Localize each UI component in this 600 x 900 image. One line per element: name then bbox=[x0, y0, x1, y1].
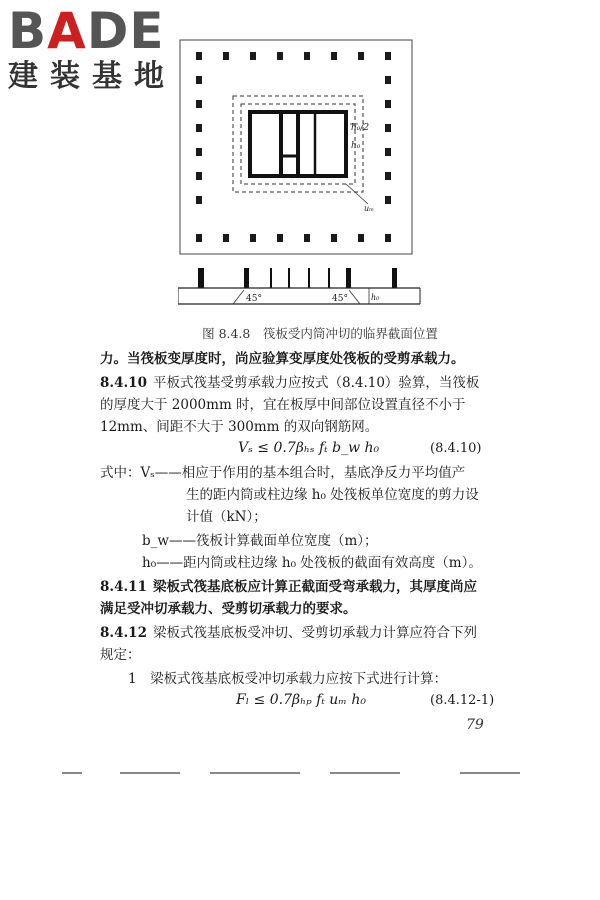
label-um: uₘ bbox=[364, 204, 375, 213]
equation-8-4-12-1: Fₗ ≤ 0.7βₕₚ fₜ uₘ h₀ bbox=[236, 692, 366, 708]
body-line: 12mm、间距不大于 300mm 的双向钢筋网。 bbox=[100, 419, 379, 435]
where-line: 式中：Vₛ——相应于作用的基本组合时，基底净反力平均值产 bbox=[100, 465, 466, 481]
angle-right: 45° bbox=[332, 294, 348, 304]
page-number: 79 bbox=[466, 717, 484, 733]
figure-8-4-8 bbox=[178, 38, 428, 330]
body-line: 的厚度大于 2000mm 时，宜在板厚中间部位设置直径不小于 bbox=[100, 397, 466, 413]
logo-subtitle: 建装基地 bbox=[8, 59, 176, 94]
section-view bbox=[178, 268, 420, 304]
where-line: 计值（kN）； bbox=[186, 509, 267, 525]
scan-artifact bbox=[460, 772, 520, 774]
figure-caption: 图 8.4.8 筏板受内筒冲切的临界截面位置 bbox=[202, 326, 438, 341]
equation-number: (8.4.10) bbox=[430, 441, 482, 456]
list-item-1: 1 梁板式筏基底板受冲切承载力应按下式进行计算： bbox=[128, 671, 448, 687]
where-line: 生的距内筒或柱边缘 h₀ 处筏板单位宽度的剪力设 bbox=[186, 487, 479, 503]
label-h0: h₀ bbox=[351, 141, 361, 151]
section-number: 8.4.10 bbox=[100, 375, 147, 391]
label-h0-section: h₀ bbox=[371, 293, 380, 302]
equation-8-4-10: Vₛ ≤ 0.7βₕₛ fₜ b_w h₀ bbox=[238, 440, 380, 456]
equation-number: (8.4.12-1) bbox=[430, 693, 495, 708]
inner-core-tube bbox=[250, 112, 346, 176]
where-line: b_w——筏板计算截面单位宽度（m）； bbox=[142, 533, 378, 549]
scan-artifact bbox=[62, 772, 82, 774]
scan-artifact bbox=[330, 772, 400, 774]
publisher-logo bbox=[8, 4, 178, 94]
body-line: 规定： bbox=[100, 647, 141, 663]
body-line: 满足受冲切承载力、受剪切承载力的要求。 bbox=[100, 601, 357, 617]
section-number: 8.4.11 bbox=[100, 579, 147, 595]
scan-artifact bbox=[120, 772, 180, 774]
section-8-4-10: 8.4.10 平板式筏基受剪承载力应按式（8.4.10）验算，当筏板 bbox=[100, 375, 480, 391]
column-grid bbox=[196, 52, 391, 242]
section-8-4-12: 8.4.12 梁板式筏基底板受冲切、受剪切承载力计算应符合下列 bbox=[100, 625, 477, 641]
label-h0-half: h₀/2 bbox=[351, 123, 370, 133]
scan-artifact bbox=[210, 772, 300, 774]
angle-left: 45° bbox=[246, 294, 262, 304]
where-line: h₀——距内筒或柱边缘 h₀ 处筏板的截面有效高度（m）。 bbox=[142, 555, 482, 571]
logo-wordmark: BADE bbox=[8, 2, 165, 60]
body-line-1: 力。当筏板变厚度时，尚应验算变厚度处筏板的受剪承载力。 bbox=[100, 351, 465, 367]
section-8-4-11: 8.4.11 梁板式筏基底板应计算正截面受弯承载力，其厚度尚应 bbox=[100, 579, 477, 595]
section-number: 8.4.12 bbox=[100, 625, 147, 641]
